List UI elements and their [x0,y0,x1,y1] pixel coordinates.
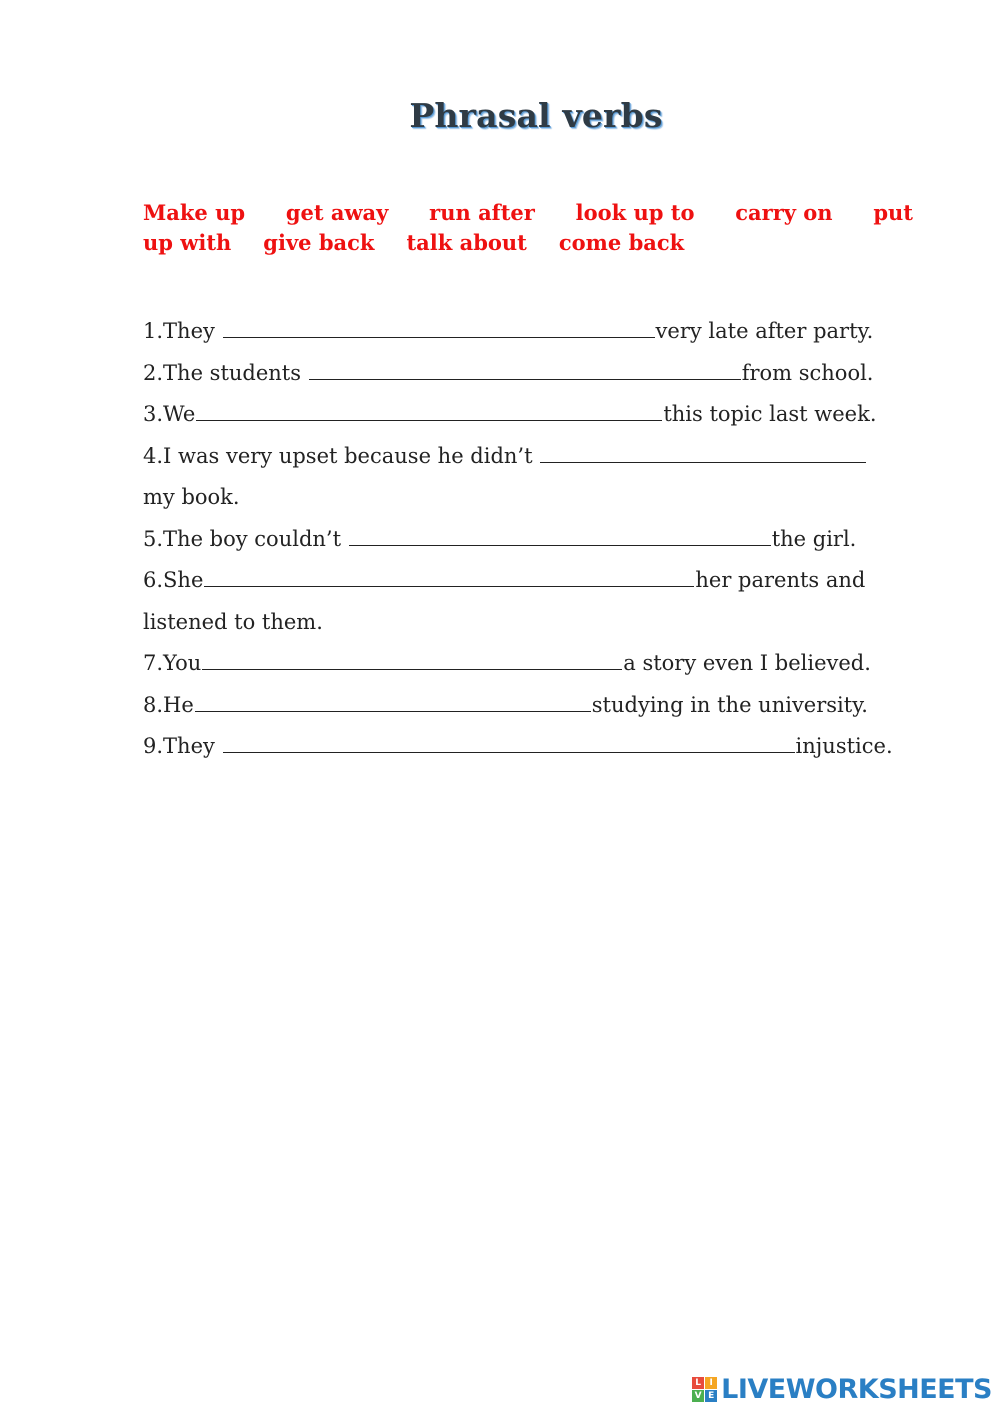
answer-blank[interactable] [196,396,662,421]
word-bank-item: get away [285,200,389,225]
logo-letter: E [705,1390,717,1402]
question-8 [143,685,923,727]
question-text: 8.He [143,692,194,717]
question-text: 4.I was very upset because he didn’t [143,443,540,468]
word-bank-item: talk about [406,230,527,255]
question-text: listened to them. [143,609,323,634]
answer-blank[interactable] [195,687,591,712]
question-text: this topic last week. [663,402,877,426]
page-title: Phrasal verbs [409,96,663,135]
liveworksheets-logo [692,1374,992,1405]
question-text: studying in the university. [591,692,868,717]
question-5 [143,519,923,561]
word-bank-item: look up to [575,200,695,225]
word-bank-line-2 [143,228,913,258]
word-bank-item: carry on [735,200,833,225]
question-6-continued [143,602,923,644]
logo-letter: V [692,1390,704,1402]
word-bank-item: run after [429,200,535,225]
question-list [143,311,923,768]
question-2 [143,353,923,395]
word-bank-item: put [873,200,913,225]
question-4-continued [143,477,923,519]
word-bank-item: give back [263,230,375,255]
question-text: a story even I believed. [623,651,871,675]
question-text: 1.They [143,319,222,343]
question-text: 7.You [143,651,202,675]
question-text: my book. [143,485,240,509]
word-bank-item: up with [143,230,232,255]
question-1 [143,311,923,353]
question-text: from school. [741,360,874,385]
word-bank-line-1 [143,198,913,228]
question-text: 9.They [143,734,222,758]
logo-text: LIVEWORKSHEETS [721,1374,992,1405]
question-6 [143,560,923,602]
answer-blank[interactable] [540,438,866,463]
question-text: 2.The students [143,360,308,385]
question-text: 3.We [143,402,196,426]
question-text: the girl. [771,526,857,551]
question-9 [143,726,923,768]
answer-blank[interactable] [223,313,655,338]
question-text: her parents and [695,568,866,592]
logo-icon [692,1377,717,1402]
answer-blank[interactable] [223,728,795,753]
question-text: 6.She [143,568,204,592]
answer-blank[interactable] [349,521,771,546]
logo-letter: I [705,1377,717,1389]
word-bank [143,198,913,258]
answer-blank[interactable] [204,562,694,587]
word-bank-item: Make up [143,200,246,225]
question-3 [143,394,923,436]
question-4 [143,436,923,478]
question-text: 5.The boy couldn’t [143,526,348,551]
question-text: injustice. [795,734,893,758]
answer-blank[interactable] [309,355,741,380]
question-7 [143,643,923,685]
word-bank-item: come back [558,230,685,255]
question-text: very late after party. [655,319,874,343]
logo-letter: L [692,1377,704,1389]
answer-blank[interactable] [202,645,622,670]
